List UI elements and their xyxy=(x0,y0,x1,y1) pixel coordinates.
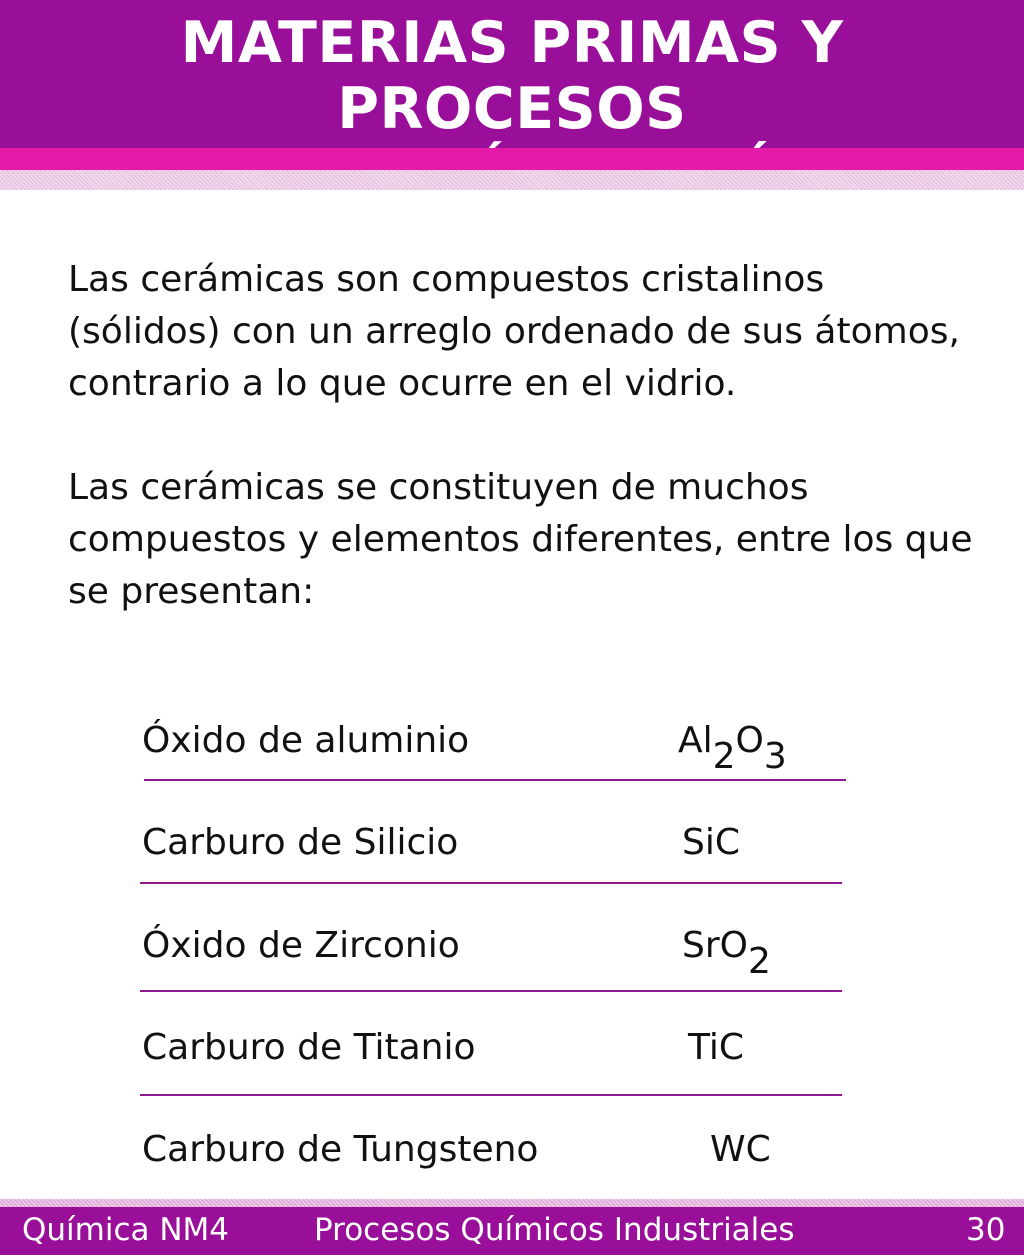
accent-band xyxy=(0,148,1024,170)
compound-formula: $Al_2O_3$ xyxy=(678,720,787,777)
compound-name: Carburo de Silicio xyxy=(142,822,459,863)
compound-name: Óxido de Zirconio xyxy=(142,925,460,966)
compound-formula: WC xyxy=(710,1129,771,1170)
footer-dither-band xyxy=(0,1199,1024,1207)
row-divider xyxy=(140,882,842,884)
footer-course: Química NM4 xyxy=(22,1212,230,1248)
compound-name: Óxido de aluminio xyxy=(142,720,470,761)
page-title-line-1: MATERIAS PRIMAS Y PROCESOS xyxy=(180,10,844,142)
body-text xyxy=(68,254,988,618)
dither-band xyxy=(0,170,1024,190)
row-divider xyxy=(140,1094,842,1096)
header-banner xyxy=(0,0,1024,148)
list-intro-paragraph: Las cerámicas se constituyen de muchos compuestos y elementos diferentes, entre los que se presentan: xyxy=(68,467,973,612)
row-divider xyxy=(144,779,846,781)
compound-name: Carburo de Tungsteno xyxy=(142,1129,539,1170)
page-number: 30 xyxy=(966,1212,1006,1248)
compound-formula: TiC xyxy=(688,1027,745,1068)
compound-formula: SrO$_2$ xyxy=(682,925,771,982)
compound-formula: SiC xyxy=(682,822,740,863)
row-divider xyxy=(140,990,842,992)
footer-topic: Procesos Químicos Industriales xyxy=(314,1212,795,1248)
footer-bar xyxy=(0,1207,1024,1255)
intro-paragraph: Las cerámicas son compuestos cristalinos (sólidos) con un arreglo ordenado de sus átomos, contrario a lo que ocurre en el vidrio. xyxy=(68,259,960,404)
compound-name: Carburo de Titanio xyxy=(142,1027,476,1068)
